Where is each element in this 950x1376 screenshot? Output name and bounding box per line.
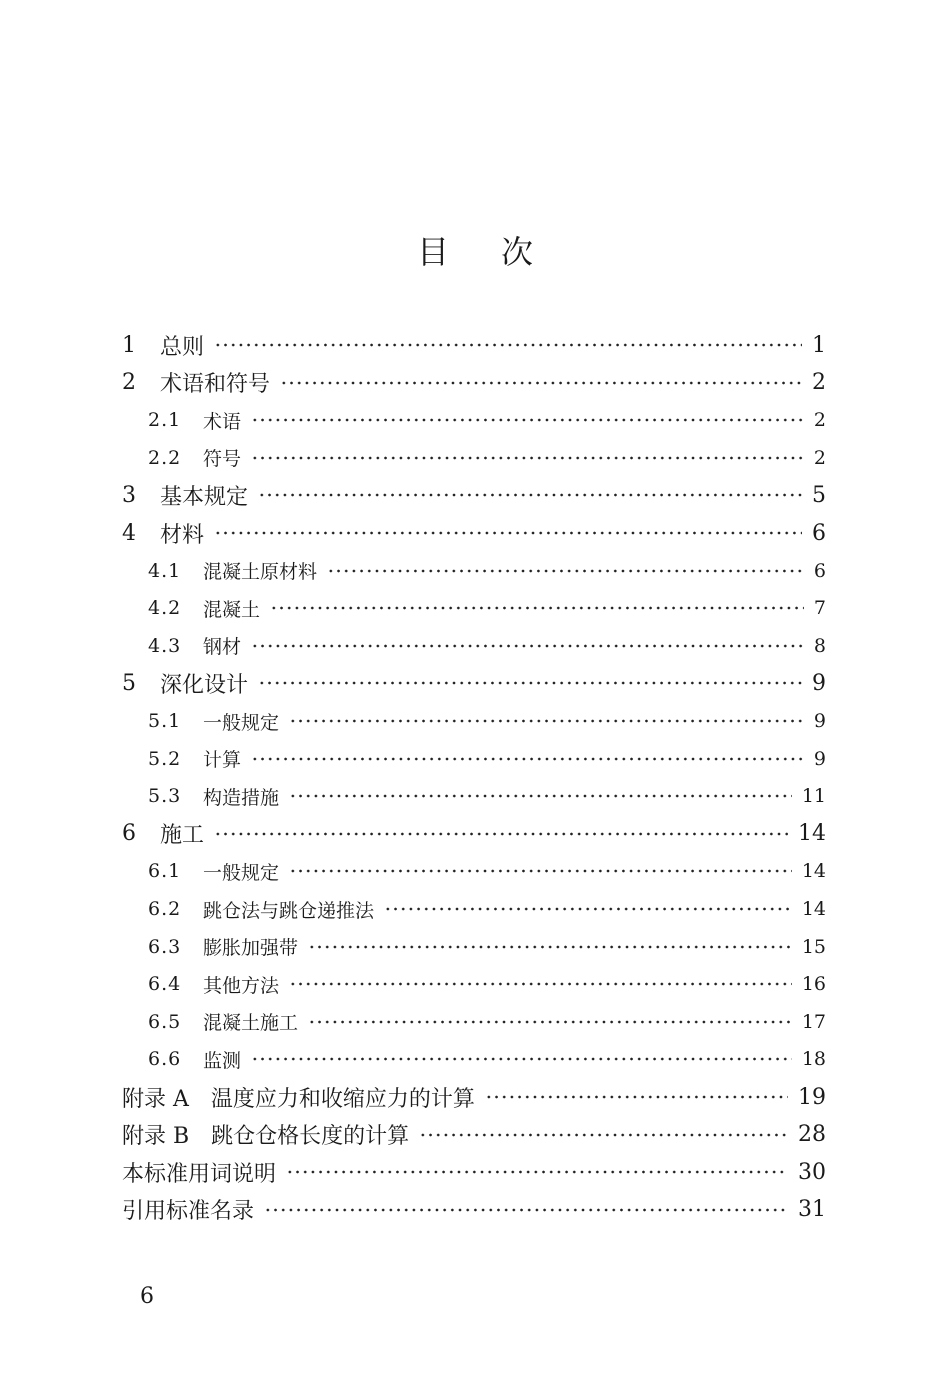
toc-entry-page: 6 bbox=[813, 559, 826, 582]
toc-entry-page: 6 bbox=[812, 520, 826, 546]
toc-entry-number: 5 bbox=[122, 670, 136, 696]
toc-entry[interactable] bbox=[148, 591, 826, 625]
toc-dot-leader bbox=[270, 606, 804, 610]
toc-dot-leader bbox=[280, 381, 802, 385]
toc-entry-number: 2.2 bbox=[148, 446, 182, 469]
toc-entry-title: 计算 bbox=[203, 749, 242, 772]
toc-entry-page: 17 bbox=[801, 1010, 826, 1033]
toc-entry-number: 6.6 bbox=[148, 1048, 182, 1071]
toc-entry[interactable] bbox=[122, 366, 826, 400]
toc-entry[interactable] bbox=[122, 817, 826, 851]
toc-entry-page: 1 bbox=[812, 332, 826, 358]
toc-dot-leader bbox=[289, 869, 792, 873]
toc-entry[interactable] bbox=[122, 666, 826, 700]
toc-dot-leader bbox=[286, 1170, 788, 1174]
toc-entry-page: 18 bbox=[801, 1048, 826, 1071]
toc-entry-title: 构造措施 bbox=[203, 786, 280, 809]
toc-dot-leader bbox=[264, 1208, 788, 1212]
toc-entry-number: 6.2 bbox=[148, 898, 182, 920]
toc-entry-title: 术语和符号 bbox=[160, 372, 271, 398]
toc-entry-number: 5.2 bbox=[148, 747, 182, 770]
toc-entry-number: 6.1 bbox=[148, 860, 182, 883]
toc-entry-page: 2 bbox=[813, 409, 826, 432]
toc-entry-number: 3 bbox=[122, 482, 136, 508]
toc-entry-page: 9 bbox=[813, 747, 826, 770]
toc-entry-number: 4 bbox=[122, 520, 136, 546]
toc-entry-title: 附录 A 温度应力和收缩应力的计算 bbox=[122, 1086, 475, 1112]
toc-entry[interactable] bbox=[148, 854, 826, 888]
toc-entry[interactable] bbox=[148, 779, 826, 813]
page-number: 6 bbox=[140, 1284, 154, 1309]
toc-entry[interactable] bbox=[148, 629, 826, 663]
toc-entry-page: 15 bbox=[801, 935, 826, 958]
toc-entry-title: 混凝土 bbox=[203, 598, 261, 621]
toc-entry-title: 附录 B 跳仓仓格长度的计算 bbox=[122, 1124, 410, 1150]
toc-entry-page: 16 bbox=[801, 973, 826, 996]
toc-entry-title: 深化设计 bbox=[160, 672, 249, 698]
toc-entry[interactable] bbox=[148, 403, 826, 437]
toc-entry-page: 2 bbox=[813, 446, 826, 469]
toc-entry-number: 6 bbox=[122, 821, 136, 847]
toc-entry-title: 一般规定 bbox=[203, 861, 280, 884]
toc-entry-title: 基本规定 bbox=[160, 484, 249, 510]
toc-entry-page: 5 bbox=[812, 482, 826, 508]
toc-dot-leader bbox=[251, 644, 804, 648]
toc-entry-title: 引用标准名录 bbox=[122, 1199, 255, 1225]
toc-dot-leader bbox=[289, 794, 792, 798]
toc-entry-title: 跳仓法与跳仓递推法 bbox=[203, 899, 375, 922]
toc-entry-title: 一般规定 bbox=[203, 711, 280, 734]
title-char-2: 次 bbox=[501, 233, 534, 271]
toc-entry-title: 监测 bbox=[203, 1049, 242, 1072]
toc-entry-number: 2.1 bbox=[148, 409, 182, 432]
toc-dot-leader bbox=[289, 982, 792, 986]
toc-entry[interactable] bbox=[122, 1080, 826, 1114]
toc-entry-page: 19 bbox=[798, 1084, 826, 1110]
toc-entry-title: 混凝土施工 bbox=[203, 1012, 299, 1035]
toc-dot-leader bbox=[251, 456, 804, 460]
page-title bbox=[0, 228, 950, 276]
toc-entry-page: 9 bbox=[812, 670, 826, 696]
toc-dot-leader bbox=[419, 1133, 788, 1137]
toc-entry-page: 2 bbox=[812, 370, 826, 396]
toc-entry[interactable] bbox=[122, 1193, 826, 1227]
toc-dot-leader bbox=[251, 418, 804, 422]
toc-entry-title: 膨胀加强带 bbox=[203, 937, 299, 960]
toc-dot-leader bbox=[258, 681, 802, 685]
toc-entry-page: 14 bbox=[801, 860, 826, 883]
toc-dot-leader bbox=[251, 1057, 792, 1061]
toc-entry[interactable] bbox=[122, 516, 826, 550]
toc-entry[interactable] bbox=[122, 328, 826, 362]
toc-entry-title: 材料 bbox=[160, 522, 205, 548]
toc-entry-page: 14 bbox=[798, 821, 826, 847]
toc-entry-title: 本标准用词说明 bbox=[122, 1161, 277, 1187]
toc-entry-page: 31 bbox=[798, 1197, 826, 1223]
toc-entry[interactable] bbox=[148, 1005, 826, 1039]
toc-entry-number: 2 bbox=[122, 370, 136, 396]
toc-entry[interactable] bbox=[122, 1155, 826, 1189]
toc-entry-page: 28 bbox=[798, 1122, 826, 1148]
toc-entry[interactable] bbox=[148, 441, 826, 475]
toc-dot-leader bbox=[308, 1020, 792, 1024]
toc-dot-leader bbox=[214, 832, 788, 836]
toc-entry[interactable] bbox=[148, 892, 826, 926]
toc-entry-title: 术语 bbox=[203, 410, 242, 433]
toc-entry-title: 符号 bbox=[203, 448, 242, 471]
toc-entry[interactable] bbox=[148, 704, 826, 738]
toc-dot-leader bbox=[327, 569, 804, 573]
toc-entry-number: 5.3 bbox=[148, 785, 182, 808]
toc-entry-page: 8 bbox=[813, 634, 826, 657]
toc-dot-leader bbox=[289, 719, 804, 723]
toc-entry[interactable] bbox=[122, 1118, 826, 1152]
toc-entry[interactable] bbox=[148, 742, 826, 776]
toc-entry-page: 14 bbox=[801, 898, 826, 920]
toc-entry-number: 6.4 bbox=[148, 973, 182, 996]
toc-entry[interactable] bbox=[148, 1042, 826, 1076]
toc-entry-title: 施工 bbox=[160, 823, 205, 849]
toc-entry-title: 总则 bbox=[160, 334, 205, 360]
toc-dot-leader bbox=[308, 945, 792, 949]
toc-entry-number: 4.3 bbox=[148, 634, 182, 657]
toc-dot-leader bbox=[258, 493, 802, 497]
toc-entry[interactable] bbox=[148, 967, 826, 1001]
toc-dot-leader bbox=[214, 531, 802, 535]
title-char-1: 目 bbox=[416, 233, 449, 271]
toc-entry-page: 7 bbox=[813, 597, 826, 620]
toc-entry[interactable] bbox=[122, 478, 826, 512]
toc-entry-title: 其他方法 bbox=[203, 974, 280, 997]
toc-entry[interactable] bbox=[148, 554, 826, 588]
toc-entry[interactable] bbox=[148, 930, 826, 964]
toc-entry-number: 4.2 bbox=[148, 597, 182, 620]
toc-entry-page: 30 bbox=[798, 1159, 826, 1185]
toc-dot-leader bbox=[251, 757, 804, 761]
toc-dot-leader bbox=[214, 343, 802, 347]
toc-entry-number: 1 bbox=[122, 332, 136, 358]
toc-entry-title: 钢材 bbox=[203, 636, 242, 659]
toc-entry-page: 9 bbox=[813, 710, 826, 732]
toc-entry-number: 6.5 bbox=[148, 1010, 182, 1033]
toc-entry-number: 6.3 bbox=[148, 935, 182, 958]
toc-entry-title: 混凝土原材料 bbox=[203, 561, 318, 584]
toc-entry-page: 11 bbox=[801, 785, 826, 808]
toc-entry-number: 5.1 bbox=[148, 710, 182, 732]
toc-dot-leader bbox=[485, 1095, 788, 1099]
toc-dot-leader bbox=[384, 907, 792, 911]
toc-entry-number: 4.1 bbox=[148, 559, 182, 582]
